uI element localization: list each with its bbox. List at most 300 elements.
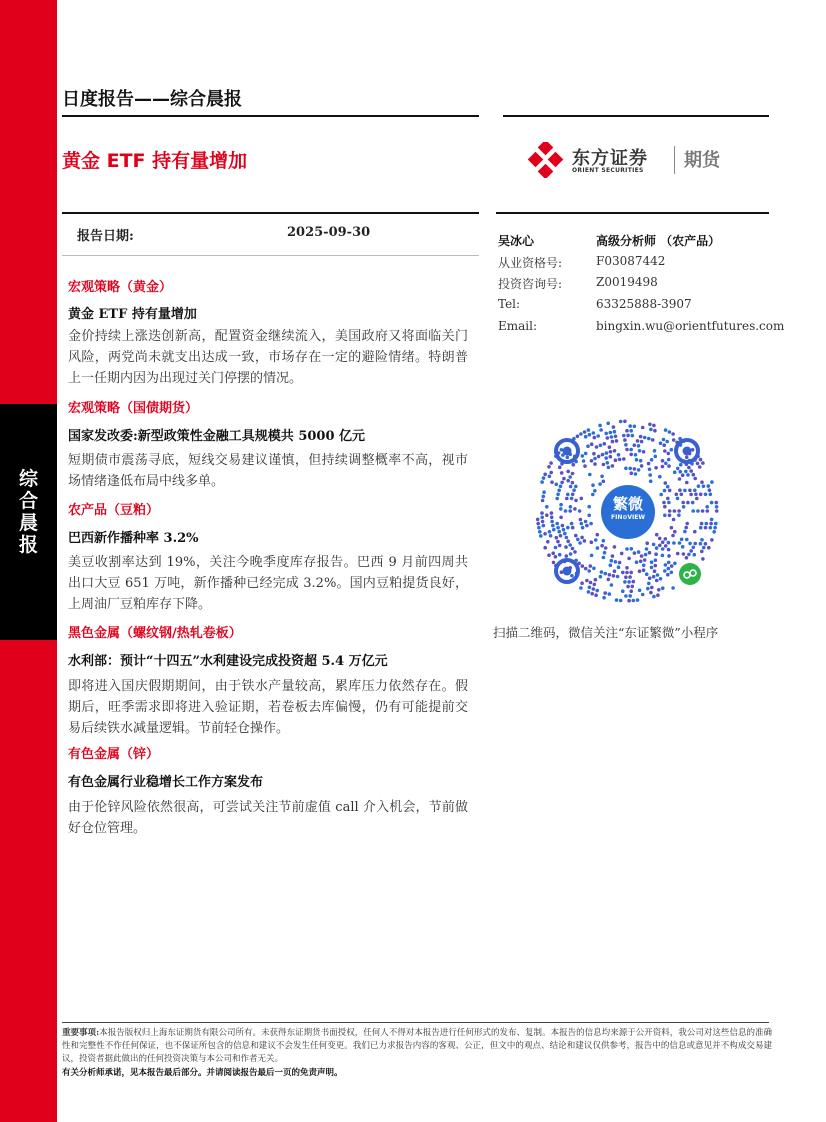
qr-dot xyxy=(568,509,572,513)
qr-dot xyxy=(624,594,628,598)
qr-dot xyxy=(700,522,704,526)
page-title: 黄金 ETF 持有量增加 xyxy=(62,150,248,172)
qr-dot xyxy=(609,431,613,435)
qr-dot xyxy=(536,518,540,522)
qr-dot xyxy=(633,551,637,555)
qr-dot xyxy=(630,547,634,551)
section-title: 国家发改委:新型政策性金融工具规模共 5000 亿元 xyxy=(68,429,366,444)
qr-dot xyxy=(638,589,642,593)
qr-dot xyxy=(594,578,598,582)
side-tab-char: 报 xyxy=(18,534,38,556)
qr-dot xyxy=(569,552,573,556)
qr-dot xyxy=(613,430,617,434)
qr-dot xyxy=(642,568,646,572)
section-title: 黄金 ETF 持有量增加 xyxy=(68,307,197,322)
qr-dot xyxy=(678,477,682,481)
qr-dot xyxy=(694,493,698,497)
qr-dot xyxy=(608,592,612,596)
qr-dot xyxy=(655,533,659,537)
qr-dot xyxy=(685,456,689,460)
qr-dot xyxy=(627,557,631,561)
qr-dot xyxy=(561,524,565,528)
qr-dot xyxy=(611,554,615,558)
qr-dot xyxy=(574,485,578,489)
qr-dot xyxy=(570,522,574,526)
qr-dot xyxy=(566,479,570,483)
qr-dot xyxy=(569,485,573,489)
logo-separator xyxy=(674,146,675,174)
wechat-qr-code[interactable] xyxy=(529,413,725,609)
qr-dot xyxy=(639,560,643,564)
qr-dot xyxy=(701,557,705,561)
qr-dot xyxy=(580,522,584,526)
qr-dot xyxy=(627,580,631,584)
section-body: 美豆收割率达到 19%，关注今晚季度库存报告。巴西 9 月前四周共出口大豆 651 万吨，新作播种已经完成 3.2%。国内豆粕提货良好，上周油厂豆粕库存下降。 xyxy=(68,555,468,612)
qr-dot xyxy=(605,451,609,455)
qr-dot xyxy=(596,533,600,537)
qr-dot xyxy=(675,493,679,497)
qr-dot xyxy=(615,598,619,602)
section-body: 由于伦锌风险依然很高，可尝试关注节前虚值 call 介入机会，节前做好仓位管理。 xyxy=(68,800,468,836)
qr-dot xyxy=(587,590,591,594)
qr-dot xyxy=(629,571,633,575)
qr-dot xyxy=(593,489,597,493)
qr-dot xyxy=(610,435,614,439)
qr-dot xyxy=(565,554,569,558)
qr-dot xyxy=(617,453,621,457)
qr-dot xyxy=(604,546,608,550)
qr-dot xyxy=(551,524,555,528)
qr-badge-label-en: FIN⊙VIEW xyxy=(611,514,645,521)
qr-dot xyxy=(685,556,689,560)
qr-dot xyxy=(653,429,657,433)
report-type: 日度报告——综合晨报 xyxy=(62,89,242,110)
qr-dot xyxy=(688,542,692,546)
qr-dot xyxy=(667,554,671,558)
qr-dot xyxy=(580,581,584,585)
qr-badge xyxy=(601,485,655,539)
disclaimer xyxy=(62,1027,772,1066)
qr-dot xyxy=(589,522,593,526)
qr-dot xyxy=(573,550,577,554)
qr-dot xyxy=(652,543,656,547)
company-logo xyxy=(528,140,738,180)
qr-dot xyxy=(540,516,544,520)
qr-dot xyxy=(658,475,662,479)
qr-dot xyxy=(630,471,634,475)
qr-dot xyxy=(699,458,703,462)
qr-dot xyxy=(710,501,714,505)
qr-dot xyxy=(568,475,572,479)
qr-dot xyxy=(628,594,632,598)
info-label: Email: xyxy=(498,319,538,333)
qr-dot xyxy=(647,582,651,586)
qr-dot xyxy=(668,430,672,434)
qr-dot xyxy=(600,570,604,574)
qr-dot xyxy=(545,505,549,509)
qr-dot xyxy=(621,571,625,575)
qr-dot xyxy=(606,422,610,426)
qr-dot xyxy=(681,545,685,549)
qr-dot xyxy=(545,513,549,517)
info-label: 投资咨询号: xyxy=(498,277,563,291)
qr-dot xyxy=(636,598,640,602)
qr-dot xyxy=(618,458,622,462)
qr-dot xyxy=(542,490,546,494)
qr-dot xyxy=(646,587,650,591)
qr-dot xyxy=(610,583,614,587)
qr-dot xyxy=(550,516,554,520)
qr-dot xyxy=(611,464,615,468)
qr-dot xyxy=(536,522,540,526)
qr-dot xyxy=(549,534,553,538)
qr-dot xyxy=(593,457,597,461)
qr-dot xyxy=(555,522,559,526)
qr-dot xyxy=(635,458,639,462)
qr-dot xyxy=(593,436,597,440)
qr-dot xyxy=(689,549,693,553)
qr-dot xyxy=(700,550,704,554)
qr-dot xyxy=(608,573,612,577)
qr-dot xyxy=(571,481,575,485)
qr-dot xyxy=(585,524,589,528)
qr-dot xyxy=(685,538,689,542)
qr-dot xyxy=(692,546,696,550)
qr-dot xyxy=(610,559,614,563)
qr-dot xyxy=(667,541,671,545)
qr-dot xyxy=(648,576,652,580)
qr-dot xyxy=(676,467,680,471)
qr-dot xyxy=(602,463,606,467)
qr-dot xyxy=(641,426,645,430)
qr-dot xyxy=(626,585,630,589)
qr-dot xyxy=(684,470,688,474)
qr-dot xyxy=(626,434,630,438)
qr-dot xyxy=(613,449,617,453)
qr-dot xyxy=(686,473,690,477)
qr-dot xyxy=(614,458,618,462)
qr-dot xyxy=(537,526,541,530)
qr-dot xyxy=(667,458,671,462)
qr-dot xyxy=(566,493,570,497)
qr-dot xyxy=(700,538,704,542)
qr-dot xyxy=(571,526,575,530)
qr-dot xyxy=(664,544,668,548)
qr-dot xyxy=(662,443,666,447)
info-label: Tel: xyxy=(498,297,521,311)
qr-dot xyxy=(704,493,708,497)
qr-dot xyxy=(589,581,593,585)
qr-dot xyxy=(652,575,656,579)
qr-dot xyxy=(563,532,567,536)
qr-dot xyxy=(692,473,696,477)
qr-dot xyxy=(580,536,584,540)
qr-dot xyxy=(705,505,709,509)
qr-dot xyxy=(573,507,577,511)
qr-dot xyxy=(681,501,685,505)
qr-dot xyxy=(715,501,719,505)
qr-dot xyxy=(701,461,705,465)
qr-dot xyxy=(558,466,562,470)
qr-dot xyxy=(539,534,543,538)
qr-dot xyxy=(542,524,546,528)
qr-dot xyxy=(666,497,670,501)
qr-dot xyxy=(683,530,687,534)
qr-dot xyxy=(613,569,617,573)
qr-dot xyxy=(556,526,560,530)
qr-dot xyxy=(550,520,554,524)
qr-dot xyxy=(663,505,667,509)
qr-dot xyxy=(602,539,606,543)
qr-dot xyxy=(576,538,580,542)
qr-dot xyxy=(691,501,695,505)
qr-dot xyxy=(673,509,677,513)
qr-dot xyxy=(667,501,671,505)
qr-dot xyxy=(704,542,708,546)
qr-dot xyxy=(667,464,671,468)
qr-dot xyxy=(579,518,583,522)
qr-dot xyxy=(543,546,547,550)
info-value: Z0019498 xyxy=(596,275,658,289)
qr-dot xyxy=(652,595,656,599)
qr-dot xyxy=(623,438,627,442)
qr-dot xyxy=(681,473,685,477)
qr-dot xyxy=(602,556,606,560)
section-title: 有色金属行业稳增长工作方案发布 xyxy=(68,775,264,790)
qr-dot xyxy=(649,480,653,484)
qr-dot xyxy=(593,583,597,587)
qr-dot xyxy=(644,553,648,557)
qr-dot xyxy=(677,509,681,513)
qr-dot xyxy=(591,483,595,487)
qr-dot xyxy=(668,489,672,493)
qr-dot xyxy=(540,480,544,484)
qr-dot xyxy=(645,572,649,576)
qr-dot xyxy=(566,526,570,530)
qr-badge-label: 繁微 xyxy=(612,495,643,513)
qr-dot xyxy=(685,481,689,485)
qr-dot xyxy=(604,432,608,436)
qr-dot xyxy=(609,455,613,459)
qr-dot xyxy=(710,480,714,484)
qr-dot xyxy=(704,526,708,530)
qr-dot xyxy=(654,558,658,562)
qr-dot xyxy=(590,442,594,446)
qr-dot xyxy=(624,575,628,579)
qr-dot xyxy=(570,574,574,578)
qr-dot xyxy=(583,430,587,434)
qr-dot xyxy=(554,555,558,559)
qr-dot xyxy=(588,433,592,437)
qr-dot xyxy=(637,444,641,448)
qr-dot xyxy=(616,575,620,579)
logo-name: 东方证券 xyxy=(572,148,648,169)
qr-dot xyxy=(548,530,552,534)
qr-dot xyxy=(579,432,583,436)
qr-finder-dot xyxy=(563,567,572,576)
info-value: F03087442 xyxy=(596,254,666,268)
qr-dot xyxy=(657,588,661,592)
qr-dot xyxy=(699,526,703,530)
qr-dot xyxy=(602,480,606,484)
side-tab-char: 合 xyxy=(18,490,38,512)
side-tab-char: 晨 xyxy=(18,512,38,534)
qr-dot xyxy=(648,468,652,472)
qr-dot xyxy=(654,564,658,568)
qr-dot xyxy=(560,471,564,475)
qr-dot xyxy=(664,563,668,567)
qr-dot xyxy=(673,530,677,534)
qr-dot xyxy=(664,481,668,485)
qr-dot xyxy=(612,425,616,429)
qr-dot xyxy=(699,542,703,546)
qr-dot xyxy=(585,579,589,583)
section-title: 巴西新作播种率 3.2% xyxy=(68,531,199,546)
qr-dot xyxy=(700,480,704,484)
qr-dot xyxy=(587,505,591,509)
qr-dot xyxy=(668,514,672,518)
section-tag: 宏观策略（国债期货） xyxy=(68,401,199,416)
qr-dot xyxy=(607,578,611,582)
qr-dot xyxy=(689,469,693,473)
qr-dot xyxy=(627,599,631,603)
qr-dot xyxy=(633,467,637,471)
qr-dot xyxy=(658,544,662,548)
qr-dot xyxy=(580,497,584,501)
qr-dot xyxy=(569,505,573,509)
qr-dot xyxy=(672,541,676,545)
qr-dot xyxy=(671,432,675,436)
side-tab-char: 综 xyxy=(18,468,38,490)
qr-dot xyxy=(590,592,594,596)
qr-dot xyxy=(666,573,670,577)
qr-dot xyxy=(693,489,697,493)
qr-dot xyxy=(598,424,602,428)
qr-dot xyxy=(588,473,592,477)
qr-dot xyxy=(670,571,674,575)
qr-dot xyxy=(558,544,562,548)
qr-dot xyxy=(625,571,629,575)
qr-dot xyxy=(587,428,591,432)
qr-dot xyxy=(546,540,550,544)
qr-dot xyxy=(542,495,546,499)
qr-dot xyxy=(558,553,562,557)
qr-dot xyxy=(659,441,663,445)
qr-dot xyxy=(623,580,627,584)
qr-dot xyxy=(689,493,693,497)
qr-dot xyxy=(603,551,607,555)
qr-dot xyxy=(543,532,547,536)
qr-dot xyxy=(629,429,633,433)
qr-dot xyxy=(592,431,596,435)
qr-dot xyxy=(693,530,697,534)
qr-dot xyxy=(641,593,645,597)
qr-dot xyxy=(707,484,711,488)
qr-dot xyxy=(648,473,652,477)
qr-dot xyxy=(590,540,594,544)
qr-dot xyxy=(574,499,578,503)
qr-dot xyxy=(606,461,610,465)
qr-dot xyxy=(648,551,652,555)
qr-dot xyxy=(673,562,677,566)
analyst-role: 高级分析师 （农产品） xyxy=(596,234,721,248)
qr-dot xyxy=(654,455,658,459)
qr-dot xyxy=(693,542,697,546)
qr-dot xyxy=(659,493,663,497)
wechat-miniprogram-icon xyxy=(679,563,701,585)
qr-dot xyxy=(662,438,666,442)
qr-dot xyxy=(679,463,683,467)
qr-dot xyxy=(658,537,662,541)
qr-dot xyxy=(560,481,564,485)
qr-dot xyxy=(593,462,597,466)
qr-dot xyxy=(661,540,665,544)
qr-dot xyxy=(576,435,580,439)
qr-dot xyxy=(693,477,697,481)
qr-dot xyxy=(650,586,654,590)
qr-dot xyxy=(554,546,558,550)
qr-dot xyxy=(619,599,623,603)
section-tag: 农产品（豆粕） xyxy=(68,503,160,518)
logo-mark-icon xyxy=(528,142,564,178)
qr-dot xyxy=(647,437,651,441)
qr-dot xyxy=(618,561,622,565)
qr-dot xyxy=(583,539,587,543)
qr-caption: 扫描二维码，微信关注“东证繁微”小程序 xyxy=(493,625,719,640)
analyst-commitment-note: 有关分析师承诺，见本报告最后部分。并请阅读报告最后一页的免责声明。 xyxy=(62,1068,343,1078)
qr-dot xyxy=(614,560,618,564)
qr-dot xyxy=(672,438,676,442)
qr-dot xyxy=(557,489,561,493)
qr-dot xyxy=(555,497,559,501)
qr-dot xyxy=(564,509,568,513)
qr-dot xyxy=(628,424,632,428)
qr-dot xyxy=(647,462,651,466)
logo-name-en: ORIENT SECURITIES xyxy=(572,167,644,174)
qr-dot xyxy=(631,434,635,438)
logo-division: 期货 xyxy=(684,150,720,171)
qr-dot xyxy=(663,514,667,518)
qr-dot xyxy=(548,475,552,479)
qr-dot xyxy=(688,489,692,493)
qr-dot xyxy=(655,546,659,550)
qr-dot xyxy=(648,423,652,427)
qr-dot xyxy=(642,450,646,454)
qr-dot xyxy=(705,522,709,526)
qr-dot xyxy=(650,458,654,462)
qr-dot xyxy=(632,599,636,603)
analyst-email-link[interactable]: bingxin.wu@orientfutures.com xyxy=(596,319,785,333)
qr-dot xyxy=(625,429,629,433)
qr-dot xyxy=(562,528,566,532)
qr-dot xyxy=(555,483,559,487)
qr-dot xyxy=(600,544,604,548)
qr-dot xyxy=(606,436,610,440)
qr-dot xyxy=(702,546,706,550)
qr-dot xyxy=(568,543,572,547)
qr-dot xyxy=(622,457,626,461)
qr-dot xyxy=(637,550,641,554)
qr-dot xyxy=(687,466,691,470)
qr-dot xyxy=(667,452,671,456)
qr-dot xyxy=(671,586,675,590)
qr-dot xyxy=(566,470,570,474)
section-tag: 有色金属（锌） xyxy=(68,747,160,762)
qr-dot xyxy=(697,484,701,488)
section-title: 水利部：预计“十四五”水利建设完成投资超 5.4 万亿元 xyxy=(68,654,388,669)
qr-dot xyxy=(662,501,666,505)
qr-dot xyxy=(701,509,705,513)
